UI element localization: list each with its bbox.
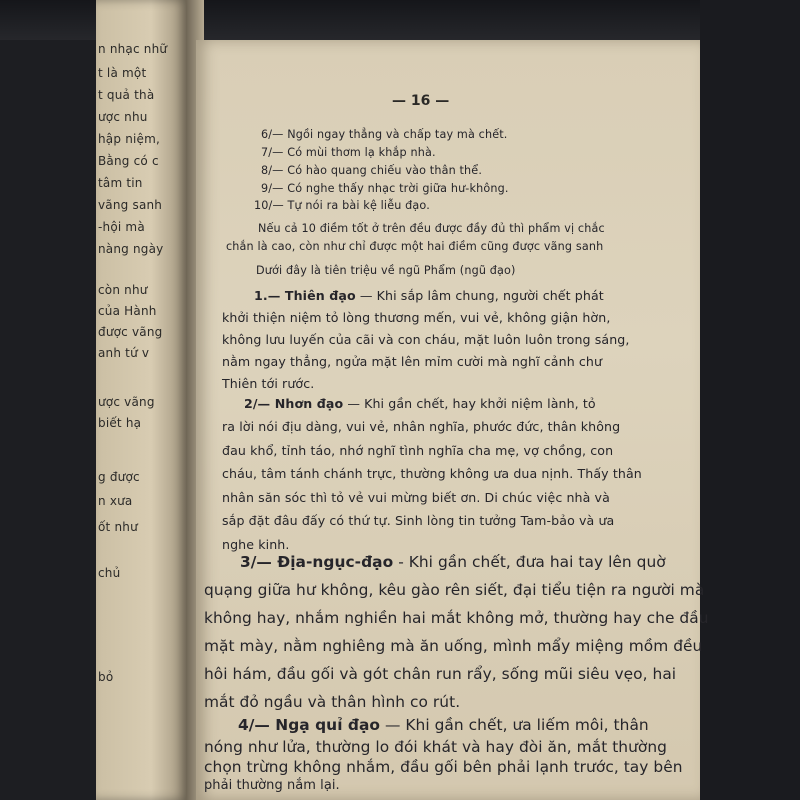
left-page-fragment: chủ [98, 566, 121, 580]
summary-line: Nếu cả 10 điềm tốt ở trên đều được đầy đủ thì phẩm vị chắc [258, 222, 605, 235]
left-page-fragment: ốt như [98, 520, 138, 534]
section-1-first-line [254, 288, 604, 303]
body-line: đau khổ, tỉnh táo, nhớ nghĩ tình nghĩa cha mẹ, vợ chồng, con [222, 443, 614, 458]
left-page-fragment: ược nhu [98, 110, 148, 124]
body-line: phải thường nắm lại. [204, 778, 340, 793]
left-page-fragment: t là một [98, 66, 147, 80]
left-page-fragment: hập niệm, [98, 132, 161, 146]
body-line: cháu, tâm tánh chánh trực, thường không ưa dua nịnh. Thấy thân [222, 466, 642, 481]
left-page-fragment: ược vãng [98, 395, 155, 409]
left-page-fragment: còn như [98, 283, 148, 297]
list-item: 6/— Ngồi ngay thẳng và chấp tay mà chết. [261, 128, 508, 141]
intro-line: Dưới đây là tiên triệu về ngũ Phẩm (ngũ đạo) [256, 264, 516, 277]
body-line: nghe kinh. [222, 537, 290, 552]
body-line: không hay, nhắm nghiền hai mắt không mở, thường hay che đầu [204, 609, 709, 627]
left-page-fragment: Bằng có c [98, 154, 159, 168]
section-1-heading: 1.— Thiên đạo [254, 288, 356, 303]
left-page-fragment: -hội mà [98, 220, 145, 234]
list-item: 7/— Có mùi thơm lạ khắp nhà. [261, 146, 436, 159]
section-2-first-line [244, 396, 596, 411]
body-line: nóng như lửa, thường lo đói khát và hay đòi ăn, mắt thường [204, 738, 668, 756]
section-3-heading: 3/— Địa-ngục-đạo [240, 553, 394, 571]
left-page-fragment: t quả thà [98, 88, 155, 102]
list-item: 9/— Có nghe thấy nhạc trời giữa hư-không. [261, 182, 509, 195]
left-page-fragment: anh tứ v [98, 346, 150, 360]
left-page-fragment: của Hành [98, 304, 157, 318]
left-page-fragment: n nhạc nhữ [98, 42, 168, 56]
section-4-heading: 4/— Ngạ quỉ đạo [238, 716, 381, 734]
body-line: nhân săn sóc thì tỏ vẻ vui mừng biết ơn. Di chúc việc nhà và [222, 490, 610, 505]
section-1-text: — Khi sắp lâm chung, người chết phát [355, 288, 604, 303]
body-line: khởi thiện niệm tỏ lòng thương mến, vui vẻ, không giận hờn, [222, 310, 611, 325]
body-line: sắp đặt đâu đấy có thứ tự. Sinh lòng tin tưởng Tam-bảo và ưa [222, 513, 615, 528]
page-number: — 16 — [392, 93, 450, 109]
list-item: 8/— Có hào quang chiếu vào thân thể. [261, 164, 483, 177]
section-2-text: — Khi gần chết, hay khởi niệm lành, tỏ [343, 396, 596, 411]
photo-background-right [700, 0, 800, 800]
left-page-fragment: tâm tin [98, 176, 143, 190]
left-page-fragment: bỏ [98, 670, 114, 684]
section-2-heading: 2/— Nhơn đạo [244, 396, 344, 411]
body-line: chọn trừng không nhắm, đầu gối bên phải lạnh trước, tay bên [204, 758, 683, 776]
left-page-fragment: được vãng [98, 325, 163, 339]
body-line: không lưu luyến của cãi và con cháu, mặt luôn luôn trong sáng, [222, 332, 630, 347]
left-page-edge [96, 0, 188, 800]
body-line: Thiên tới rước. [222, 376, 315, 391]
list-item: 10/— Tự nói ra bài kệ liễu đạo. [254, 199, 430, 212]
section-3-text: - Khi gần chết, đưa hai tay lên quờ [393, 553, 666, 571]
left-page-fragment: nàng ngày [98, 242, 164, 256]
section-3-first-line [240, 553, 666, 571]
section-4-first-line [238, 716, 649, 734]
section-4-text: — Khi gần chết, ưa liếm môi, thân [380, 716, 649, 734]
left-page-fragment: vãng sanh [98, 198, 163, 212]
body-line: ra lời nói địu dàng, vui vẻ, nhân nghĩa, phước đức, thân không [222, 419, 621, 434]
left-page-fragment: n xưa [98, 494, 133, 508]
body-line: hôi hám, đầu gối và gót chân run rẩy, sống mũi siêu vẹo, hai [204, 665, 677, 683]
body-line: quạng giữa hư không, kêu gào rên siết, đại tiểu tiện ra người mà [204, 581, 705, 599]
body-line: nằm ngay thẳng, ngửa mặt lên mỉm cười mà nghĩ cảnh chư [222, 354, 603, 369]
left-page-fragment: biết hạ [98, 416, 142, 430]
left-page-fragment: g được [98, 470, 140, 484]
body-line: mặt mày, nằm nghiêng mà ăn uống, mình mẩy miệng mồm đều [204, 637, 703, 655]
body-line: mắt đỏ ngầu và thân hình co rút. [204, 693, 461, 711]
summary-line: chắn là cao, còn như chỉ được một hai điềm cũng được vãng sanh [226, 240, 604, 253]
